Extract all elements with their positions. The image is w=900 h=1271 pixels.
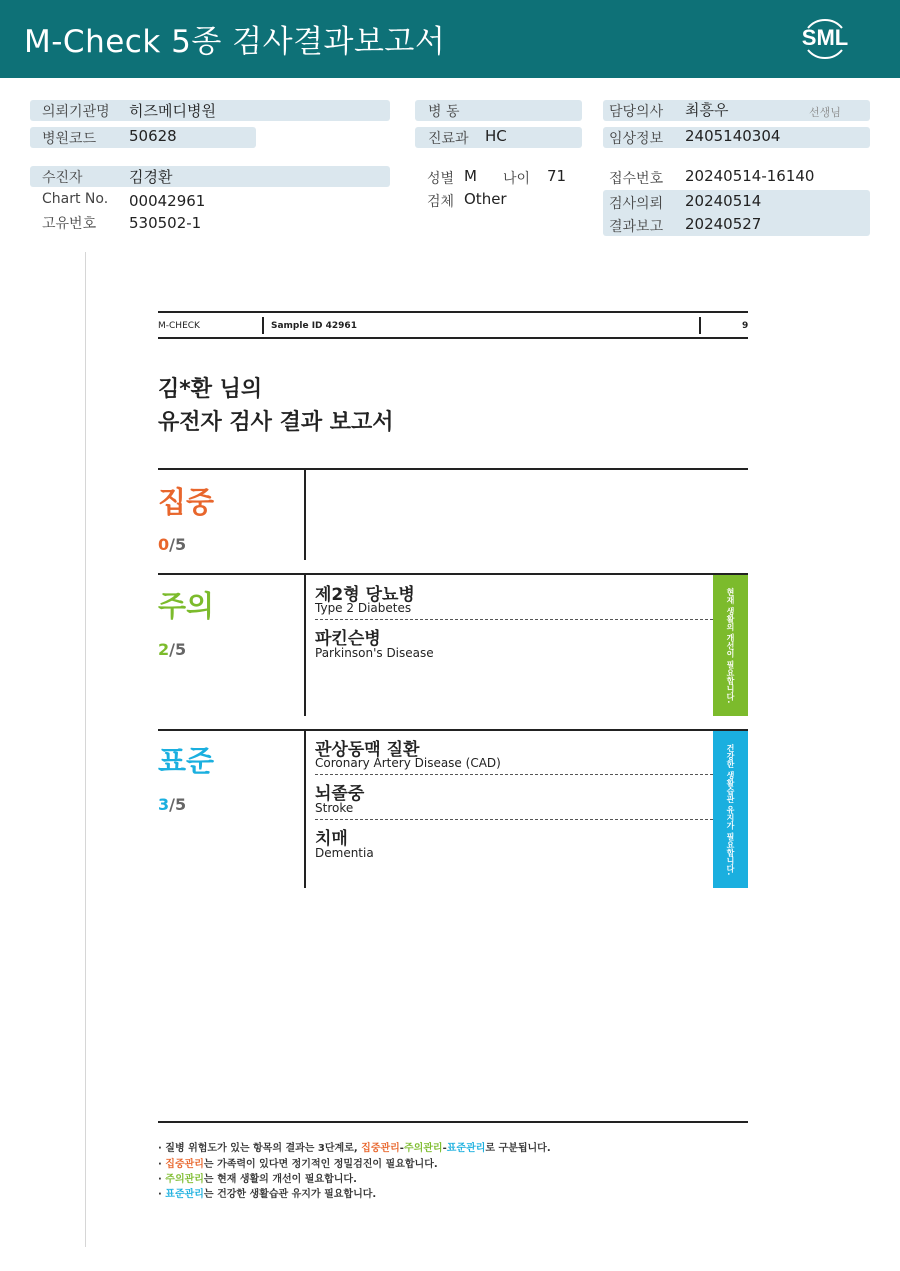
caution-side-banner	[713, 575, 748, 716]
report-label: 결과보고	[609, 219, 664, 235]
caution-count-total: /5	[169, 640, 187, 659]
logo-text: SML	[801, 25, 849, 50]
footnote-1	[158, 1139, 551, 1154]
bullet: ·	[158, 1143, 166, 1154]
report-top-rule	[158, 311, 748, 313]
caution-item-title: 파킨슨병	[315, 629, 381, 649]
standard-section-rule	[158, 729, 748, 731]
footnote-1-text: 질병 위험도가 있는 항목의 결과는 3단계로,	[165, 1143, 362, 1154]
separator: -	[399, 1143, 404, 1154]
chart-label: Chart No.	[42, 191, 109, 207]
sample-id: Sample ID 42961	[271, 321, 357, 331]
focus-column-line	[304, 470, 306, 560]
page-margin-line	[85, 252, 86, 1247]
item-divider	[315, 619, 713, 620]
sml-logo	[796, 13, 854, 65]
request-label: 검사의뢰	[609, 196, 664, 212]
focus-section-rule	[158, 468, 748, 470]
standard-keyword: 표준관리	[165, 1189, 204, 1200]
caution-count	[158, 640, 186, 659]
focus-category-title: 집중	[158, 485, 215, 519]
caution-keyword: 주의관리	[403, 1143, 443, 1154]
department-label: 진료과	[428, 131, 469, 147]
standard-category-title: 표준	[158, 744, 215, 778]
item-divider	[315, 774, 713, 775]
report-title-line2: 유전자 검사 결과 보고서	[158, 410, 394, 435]
standard-item-subtitle: Coronary Artery Disease (CAD)	[315, 756, 501, 770]
receipt-label: 접수번호	[609, 171, 664, 187]
report-header-title: M-Check 5종 검사결과보고서	[24, 24, 446, 60]
unique-value: 530502-1	[129, 214, 202, 232]
footnote-4-text: 는 건강한 생활습관 유지가 필요합니다.	[203, 1189, 377, 1200]
focus-count-total: /5	[169, 535, 187, 554]
department-value: HC	[485, 127, 507, 145]
standard-item-subtitle: Stroke	[315, 801, 354, 815]
footnote-rule	[158, 1121, 748, 1123]
clinical-value: 2405140304	[685, 127, 781, 145]
report-title-line1: 김*환 님의	[158, 377, 263, 402]
header-divider	[262, 317, 264, 334]
sex-value: M	[464, 167, 477, 185]
footnote-3	[158, 1170, 357, 1185]
caution-item-title: 제2형 당뇨병	[315, 585, 415, 605]
report-header-bottom-rule	[158, 337, 748, 339]
hospital-code-value: 50628	[129, 127, 177, 145]
standard-side-text: 건강한 생활습관 유지가 필요합니다.	[726, 743, 735, 876]
clinical-label: 임상정보	[609, 131, 664, 147]
doctor-label: 담당의사	[609, 104, 664, 120]
standard-item-title: 뇌졸중	[315, 784, 365, 804]
caution-category-title: 주의	[158, 589, 215, 623]
caution-section-rule	[158, 573, 748, 575]
institution-label: 의뢰기관명	[42, 104, 110, 120]
hospital-code-label: 병원코드	[42, 131, 97, 147]
focus-count	[158, 535, 186, 554]
footnote-2-text: 는 가족력이 있다면 정기적인 정밀검진이 필요합니다.	[203, 1159, 438, 1170]
footnote-3-text: 는 현재 생활의 개선이 필요합니다.	[203, 1174, 357, 1185]
standard-count-value: 3	[158, 795, 170, 814]
chart-value: 00042961	[129, 192, 206, 210]
separator: -	[442, 1143, 447, 1154]
focus-keyword: 집중관리	[165, 1159, 204, 1170]
doctor-suffix: 선생님	[809, 106, 841, 119]
bullet: ·	[158, 1159, 166, 1170]
standard-count	[158, 795, 186, 814]
patient-value: 김경환	[129, 168, 173, 186]
request-value: 20240514	[685, 192, 762, 210]
brand-label: M-CHECK	[158, 321, 200, 331]
specimen-value: Other	[464, 190, 507, 208]
focus-keyword: 집중관리	[361, 1143, 400, 1154]
specimen-label: 검체	[427, 194, 455, 210]
standard-count-total: /5	[169, 795, 187, 814]
bullet: ·	[158, 1174, 166, 1185]
institution-value: 히즈메디병원	[129, 102, 216, 120]
unique-label: 고유번호	[42, 216, 97, 232]
caution-item-subtitle: Type 2 Diabetes	[315, 601, 412, 615]
footnote-1-end: 로 구분됩니다.	[485, 1143, 551, 1154]
doctor-value: 최흥우	[685, 101, 729, 119]
caution-keyword: 주의관리	[165, 1174, 204, 1185]
footnote-2	[158, 1155, 438, 1170]
caution-item-subtitle: Parkinson's Disease	[315, 646, 434, 660]
age-value: 71	[547, 167, 567, 185]
receipt-value: 20240514-16140	[685, 167, 815, 185]
caution-count-value: 2	[158, 640, 170, 659]
focus-count-value: 0	[158, 535, 170, 554]
header-divider-right	[699, 317, 701, 334]
standard-item-title: 치매	[315, 829, 348, 849]
bullet: ·	[158, 1189, 166, 1200]
patient-label: 수진자	[42, 170, 83, 186]
sex-label: 성별	[427, 171, 455, 187]
standard-side-banner	[713, 731, 748, 888]
report-value: 20240527	[685, 215, 762, 233]
caution-side-text: 현재 생활의 개선이 필요합니다.	[726, 587, 735, 704]
standard-item-title: 관상동맥 질환	[315, 740, 420, 760]
page-number: 9	[742, 321, 749, 331]
standard-column-line	[304, 731, 306, 888]
ward-label: 병 동	[428, 104, 460, 120]
footnote-4	[158, 1185, 376, 1200]
standard-item-subtitle: Dementia	[315, 846, 374, 860]
standard-keyword: 표준관리	[446, 1143, 486, 1154]
patient-bar	[30, 166, 390, 187]
age-label: 나이	[503, 171, 531, 187]
item-divider	[315, 819, 713, 820]
caution-column-line	[304, 575, 306, 716]
